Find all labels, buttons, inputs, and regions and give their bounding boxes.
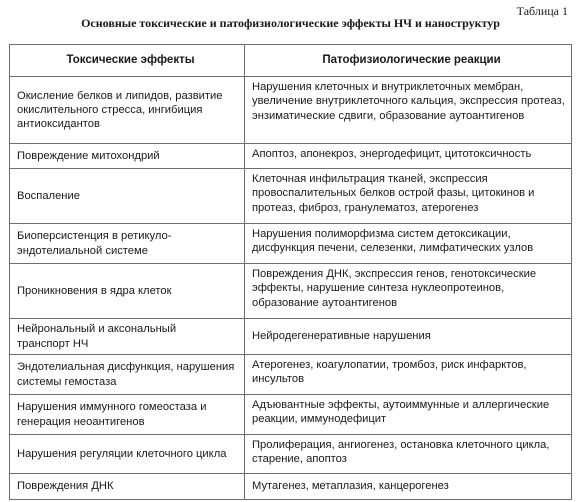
- effect-cell: Повреждения ДНК: [10, 474, 245, 500]
- table-row: [10, 144, 572, 169]
- table-row: [10, 77, 572, 144]
- reaction-cell: Нейродегенеративные нарушения: [245, 319, 572, 355]
- table-caption: Основные токсические и патофизиологические эффекты НЧ и наноструктур: [81, 16, 500, 30]
- reaction-cell: Мутагенез, метаплазия, канцерогенез: [245, 474, 572, 500]
- reaction-cell: Клеточная инфильтрация тканей, экспрессия провоспалительных белков острой фазы, цитокинов и протеаз, фиброз, гранулематоз, атерогенез: [245, 169, 572, 224]
- table-row: [10, 264, 572, 319]
- reaction-cell: Атерогенез, коагулопатии, тромбоз, риск инфарктов, инсультов: [245, 355, 572, 395]
- effect-cell: Биоперсистенция в ретикуло-эндотелиальной системе: [10, 224, 245, 264]
- reaction-cell: Повреждения ДНК, экспрессия генов, генотоксические эффекты, нарушение синтеза нуклеопротеинов, образование аутоантигенов: [245, 264, 572, 319]
- effect-cell: Эндотелиальная дисфункция, нарушения системы гемостаза: [10, 355, 245, 395]
- effect-cell: Нарушения регуляции клеточного цикла: [10, 435, 245, 474]
- effect-cell: Проникновения в ядра клеток: [10, 264, 245, 319]
- effect-cell: Повреждение митохондрий: [10, 144, 245, 169]
- header-pathophysiological-reactions: Патофизиологические реакции: [245, 45, 572, 77]
- table-row: [10, 319, 572, 355]
- table-row: [10, 395, 572, 435]
- table-row: [10, 169, 572, 224]
- effects-table: [9, 44, 572, 500]
- header-row: [10, 45, 572, 77]
- reaction-cell: Нарушения клеточных и внутриклеточных мембран, увеличение внутриклеточного кальция, экспрессия протеаз, энзиматические сдвиги, образование аутоантигенов: [245, 77, 572, 144]
- table-number: Таблица 1: [516, 4, 568, 18]
- reaction-cell: Пролиферация, ангиогенез, остановка клеточного цикла, старение, апоптоз: [245, 435, 572, 474]
- table-row: [10, 355, 572, 395]
- table-row: [10, 435, 572, 474]
- effect-cell: Нейрональный и аксональный транспорт НЧ: [10, 319, 245, 355]
- header-toxic-effects: Токсические эффекты: [10, 45, 245, 77]
- effect-cell: Воспаление: [10, 169, 245, 224]
- effect-cell: Нарушения иммунного гомеостаза и генерация неоантигенов: [10, 395, 245, 435]
- reaction-cell: Адъювантные эффекты, аутоиммунные и аллергические реакции, иммунодефицит: [245, 395, 572, 435]
- table-row: [10, 474, 572, 500]
- reaction-cell: Апоптоз, апонекроз, энергодефицит, цитотоксичность: [245, 144, 572, 169]
- reaction-cell: Нарушения полиморфизма систем детоксикации, дисфункция печени, селезенки, лимфатических узлов: [245, 224, 572, 264]
- effect-cell: Окисление белков и липидов, развитие окислительного стресса, ингибиция антиоксидантов: [10, 77, 245, 144]
- table-row: [10, 224, 572, 264]
